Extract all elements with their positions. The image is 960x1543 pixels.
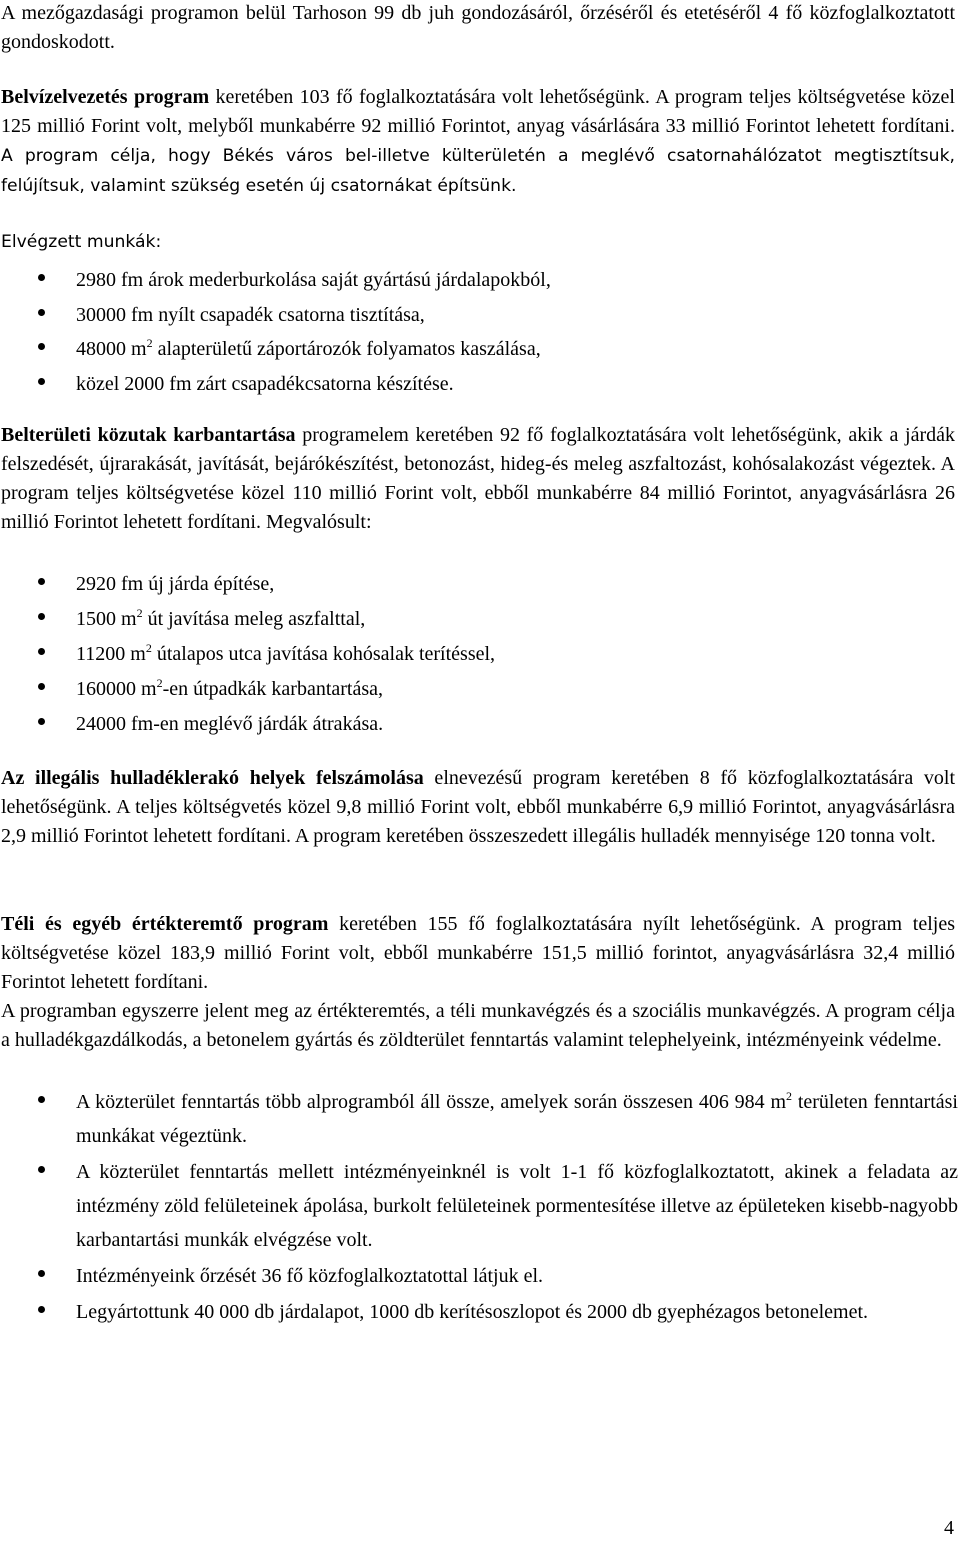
paragraph-belvizelvezetes bbox=[1, 83, 955, 201]
program-title-teli: Téli és egyéb értékteremtő program bbox=[1, 913, 329, 935]
list-intro: Elvégzett munkák: bbox=[1, 232, 162, 252]
paragraph-text-sans: A program célja, hogy Békés város bel-illetve külterületén a meglévő csatornahálózatot megtisztítsuk, felújítsuk, valamint szükség esetén új csatornákat építsünk. bbox=[1, 146, 955, 196]
paragraph-teli-program-cel: A programban egyszerre jelent meg az értékteremtés, a téli munkavégzés és a szociális munkavégzés. A program célja a hulladékgazdálkodás, a betonelem gyártás és zöldterület fenntartás valamint telephelyeink, intézményeink védelme. bbox=[1, 1000, 955, 1051]
paragraph-text: programelem keretében 92 fő foglalkoztatására volt lehetőségünk, akik a járdák felszedését, újrarakását, javítását, bejárókészítést, betonozást, hideg-és meleg aszfaltozást, kohósalakozást végeztek. A program teljes költségvetése közel 110 millió Forint volt, ebből munkabérre 84 millió Forintot, anyagvásárlásra 26 millió Forintot lehetett fordítani. Megvalósult: bbox=[1, 424, 955, 533]
page-number: 4 bbox=[944, 1517, 954, 1539]
list-item: 11200 $m^2$ útalapos utca javítása kohósalak terítéssel, bbox=[0, 637, 958, 672]
list-item: 24000 fm-en meglévő járdák átrakása. bbox=[0, 707, 958, 742]
paragraph-teli-program bbox=[1, 910, 955, 997]
program-title-kozutak: Belterületi közutak karbantartása bbox=[1, 424, 296, 446]
list-item: 30000 fm nyílt csapadék csatorna tisztítása, bbox=[0, 298, 958, 333]
list-item: Intézményeink őrzését 36 fő közfoglalkoztatottal látjuk el. bbox=[0, 1259, 958, 1293]
paragraph-text: keretében 103 fő foglalkoztatására volt lehetőségünk. A program teljes költségvetése közel 125 millió Forint volt, melyből munkabérre 92 millió Forintot, anyag vásárlására 33 millió Forintot lehetett fordítani. bbox=[1, 86, 955, 137]
list-item: A közterület fenntartás mellett intézményeinknél is volt 1-1 fő közfoglalkoztatott, akinek a feladata az intézmény zöld felületeinek ápolása, burkolt felületeinek pormentesítése illetve az épületeken kisebb-nagyobb karbantartási munkák elvégzése volt. bbox=[0, 1155, 958, 1257]
list-item: Legyártottunk 40 000 db járdalapot, 1000 db kerítésoszlopot és 2000 db gyephézagos betonelemet. bbox=[0, 1295, 958, 1329]
paragraph-text: keretében 155 fő foglalkoztatására nyílt lehetőségünk. A program teljes költségvetése közel 183,9 millió Forint volt, ebből munkabérre 151,5 millió forintot, anyagvásárlásra 32,4 millió Forintot lehetett fordítani. bbox=[1, 913, 955, 993]
list-item: 160000 $m^2-en$ útpadkák karbantartása, bbox=[0, 672, 958, 707]
bullet-list-teli bbox=[0, 1085, 958, 1329]
paragraph-illegalis-hulladek bbox=[1, 764, 955, 851]
program-title-belvizelvezetes: Belvízelvezetés program bbox=[1, 86, 210, 108]
paragraph-tarhos: A mezőgazdasági programon belül Tarhoson 99 db juh gondozásáról, őrzéséről és etetéséről 4 fő közfoglalkoztatott gondoskodott. bbox=[1, 2, 955, 53]
bullet-list-belviz bbox=[0, 263, 958, 401]
list-item: 1500 $m^2$ út javítása meleg aszfalttal, bbox=[0, 602, 958, 637]
list-item: 2920 fm új járda építése, bbox=[0, 567, 958, 602]
list-item: közel 2000 fm zárt csapadékcsatorna készítése. bbox=[0, 367, 958, 402]
bullet-list-kozutak bbox=[0, 567, 958, 742]
program-title-illegalis: Az illegális hulladéklerakó helyek felszámolása bbox=[1, 767, 424, 789]
list-item: 48000 $m^2$ alapterületű záportározók folyamatos kaszálása, bbox=[0, 332, 958, 367]
paragraph-kozutak bbox=[1, 421, 955, 537]
paragraph-text: elnevezésű program keretében 8 fő közfoglalkoztatására volt lehetőségünk. A teljes költségvetés közel 9,8 millió Forint volt, ebből munkabérre 6,9 millió Forintot, anyagvásárlásra 2,9 millió Forintot lehetett fordítani. A program keretében összeszedett illegális hulladék mennyisége 120 tonna volt. bbox=[1, 767, 955, 847]
list-item: 2980 fm árok mederburkolása saját gyártású járdalapokból, bbox=[0, 263, 958, 298]
list-item: A közterület fenntartás több alprogramból áll össze, amelyek során összesen 406 984 $m^2$ területen fenntartási munkákat végeztünk. bbox=[0, 1085, 958, 1153]
